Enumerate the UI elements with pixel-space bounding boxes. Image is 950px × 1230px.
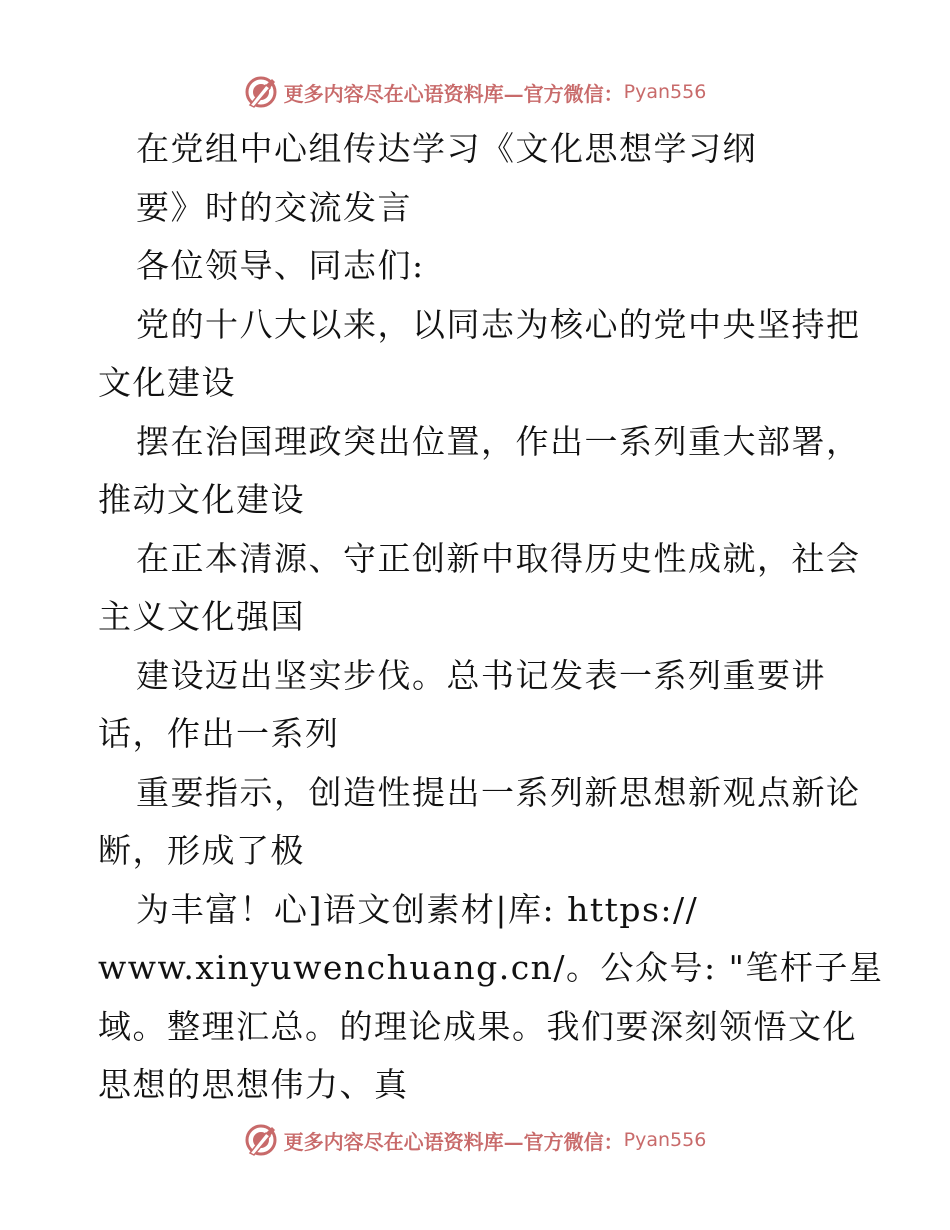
- text-line: 摆在治国理政突出位置，作出一系列重大部署，: [136, 421, 861, 461]
- pen-logo-icon: [244, 1123, 278, 1157]
- text-line: 重要指示，创造性提出一系列新思想新观点新论: [136, 772, 861, 812]
- banner-wechat-id: Pyan556: [623, 81, 707, 103]
- banner-wechat-id: Pyan556: [623, 1129, 707, 1151]
- text-line: 要》时的交流发言: [136, 187, 412, 227]
- text-line: 各位领导、同志们:: [136, 246, 425, 285]
- text-line: 在党组中心组传达学习《文化思想学习纲: [136, 129, 757, 168]
- text-line: 文化建设: [98, 363, 236, 402]
- footer-banner: [0, 1118, 950, 1162]
- banner-text: 更多内容尽在心语资料库—官方微信：: [283, 81, 624, 106]
- text-line: 断，形成了极: [98, 831, 305, 870]
- text-line: 为丰富！心]语文创素材|库: https://: [136, 889, 699, 929]
- header-banner: [0, 70, 950, 114]
- document-body: [98, 120, 888, 1115]
- text-line: www.xinyuwenchuang.cn/。公众号: "笔杆子星: [98, 948, 884, 987]
- text-line: 话，作出一系列: [98, 714, 340, 753]
- pen-logo-icon: [244, 75, 278, 109]
- text-line: 推动文化建设: [98, 480, 305, 519]
- text-line: 主义文化强国: [98, 597, 305, 636]
- text-line: 党的十八大以来，以同志为核心的党中央坚持把: [136, 304, 861, 344]
- text-line: 思想的思想伟力、真: [98, 1065, 409, 1104]
- text-line: 建设迈出坚实步伐。总书记发表一系列重要讲: [136, 655, 826, 695]
- text-line: 在正本清源、守正创新中取得历史性成就，社会: [136, 538, 861, 578]
- text-line: 域。整理汇总。的理论成果。我们要深刻领悟文化: [98, 1006, 857, 1046]
- banner-text: 更多内容尽在心语资料库—官方微信：: [283, 1129, 624, 1154]
